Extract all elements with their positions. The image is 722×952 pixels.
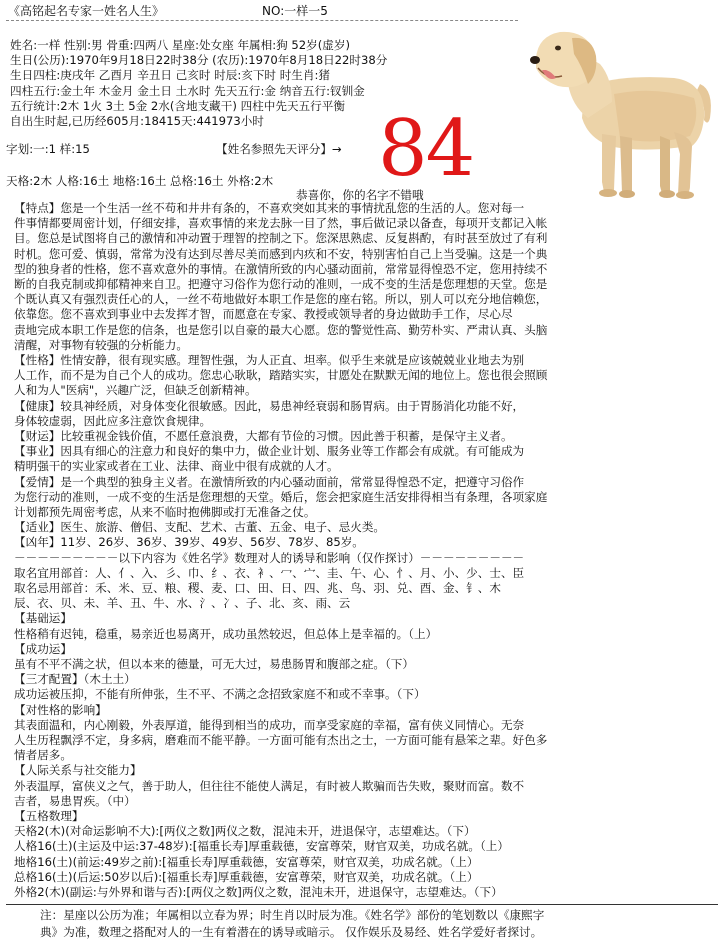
analysis-line: 【事业】因具有细心的注意力和良好的集中力，做企业计划、服务业等工作都会有成就。有可能成为: [14, 444, 525, 459]
analysis-line: 型的独身者的性格，您不喜欢意外的事情。在激情所致的内心骚动面前，常常显得惶恐不定，您用持续不: [14, 261, 548, 276]
analysis-line: 外格2(木)(副运:与外界和谐与否):[两仪之数]两仪之数，混沌未开，进退保守，志望难达。（下）: [14, 885, 503, 899]
analysis-line: 身体较虚弱，因此应多注意饮食规律。: [14, 413, 212, 428]
analysis-line: 取名宜用部首：人、亻、入、彡、巾、纟、衣、衤、冖、宀、圭、午、心、忄、月、小、少、士、臣: [14, 565, 525, 580]
analysis-line: 断的自我克制或抑郁精神来自卫。把遵守习俗作为您行动的准则，一成不变的生活是您理想的天堂。您是: [14, 277, 548, 291]
analysis-line: 【适业】医生、旅游、僧侣、支配、艺术、古董、五金、电子、忌火类。: [14, 520, 386, 535]
analysis-line: 【三才配置】（木土土）: [14, 672, 136, 687]
analysis-line: －－－－－－－－－以下内容为《姓名学》数理对人的诱导和影响（仅作探讨）－－－－－－－－－: [14, 550, 525, 565]
analysis-line: 【性格】性情安静，很有现实感。理智性强，为人正直、坦率。似乎生来就是应该兢兢业业地去为别: [14, 353, 525, 367]
analysis-line: 性格稍有迟钝，稳重，易亲近也易离开，成功虽然较迟，但总体上是幸福的。（上）: [14, 626, 438, 641]
analysis-line: 【凶年】11岁、26岁、36岁、39岁、49岁、56岁、78岁、85岁。: [14, 535, 364, 550]
analysis-line: 辰、衣、贝、未、羊、丑、牛、水、氵、冫、子、北、亥、雨、云: [14, 596, 351, 611]
dog-photo: [524, 22, 720, 202]
analysis-line: 其表面温和，内心刚毅，外表厚道，能得到相当的成功，而享受家庭的幸福，富有侠义同情心。无奈: [14, 717, 525, 732]
document-number: NO:一样一5: [262, 4, 328, 18]
analysis-line: 取名忌用部首：禾、米、豆、粮、稷、麦、口、田、日、四、兆、鸟、羽、兑、酉、金、钅、木: [14, 581, 501, 595]
analysis-line: 件事情都要周密计划，仔细安排，喜欢事情的来龙去脉一目了然，事后做记录以备查，每项开支都记入帐: [14, 216, 548, 231]
analysis-line: 吉者，易患胃疾。（中）: [14, 793, 136, 808]
analysis-line: 【基础运】: [14, 611, 72, 626]
analysis-line: 责地完成本职工作是您的信条，也是您引以自豪的最大心愿。您的警觉性高、勤劳朴实、严肃认真、头脑: [14, 322, 548, 337]
analysis-line: 人格16(土)(主运及中运:37-48岁):[福重长寿]厚重载德，安富尊荣，财官双美，功成名就。（上）: [14, 839, 509, 854]
analysis-line: 清醒，对事物有较强的分析能力。: [14, 337, 188, 352]
footer-line: 注：星座以公历为准；年属相以立春为界；时生肖以时辰为准。《姓名学》部份的笔划数以《康熙字: [40, 908, 545, 922]
analysis-line: 虽有不平不满之状，但以本来的德量，可无大过，易患肠胃和腹部之症。（下）: [14, 657, 414, 671]
profile-line: 自出生时起,已历经605月:18415天:441973小时: [10, 114, 264, 128]
stroke-count: 字划:一:1 样:15: [6, 142, 90, 156]
five-grids: 天格:2木 人格:16土 地格:16土 总格:16土 外格:2木: [6, 174, 274, 188]
analysis-line: 【成功运】: [14, 641, 72, 656]
analysis-line: 个既认真又有强烈责任心的人，一丝不苟地做好本职工作是您的座右铭。所以，别人可以充分地信赖您，: [14, 292, 548, 307]
analysis-line: 时机。您可爱、慎弱，常常为没有达到尽善尽美而感到内疚和不安，特别害怕自己上当受骗。这是一个典: [14, 246, 548, 261]
analysis-line: 【对性格的影响】: [14, 702, 107, 717]
analysis-line: 【特点】您是一个生活一丝不苟和井井有条的，不喜欢突如其来的事情扰乱您的生活的人。您对每一: [14, 201, 525, 215]
analysis-line: 计划都预先周密考虑，从来不临时抱佛脚或打无准备之仗。: [14, 505, 316, 519]
name-score: 84: [378, 104, 474, 194]
profile-line: 生日四柱:庚戌年 乙酉月 辛丑日 己亥时 时辰:亥下时 时生肖:猪: [10, 68, 330, 83]
analysis-line: 成功运被压抑，不能有所伸张，生不平、不满之念招致家庭不和或不幸事。（下）: [14, 687, 426, 702]
footer-divider: [6, 904, 718, 905]
analysis-line: 天格2(木)(对命运影响不大):[两仪之数]两仪之数，混沌未开，进退保守，志望难达。（下）: [14, 824, 476, 839]
analysis-line: 总格16(土)(后运:50岁以后):[福重长寿]厚重载德，安富尊荣，财官双美，功成名就。（上）: [14, 869, 479, 884]
header-divider: [6, 20, 518, 21]
footer-line: 典》为准，数理之搭配对人的一生有着潜在的诱导或暗示。 仅作娱乐及易经、姓名学爱好者探讨。: [40, 925, 543, 939]
profile-line: 五行统计:2木 1火 3土 5金 2水(含地支藏干) 四柱中先天五行平衡: [10, 98, 345, 113]
document-title: 《高铭起名专家一姓名人生》: [8, 4, 165, 18]
analysis-line: 为您行动的准则，一成不变的生活是您理想的天堂。婚后，您会把家庭生活安排得相当有条理，各项家庭: [14, 489, 548, 504]
profile-line: 四柱五行:金土年 木金月 金土日 土水时 先天五行:金 纳音五行:钗钏金: [10, 83, 365, 98]
profile-line: 生日(公历):1970年9月18日22时38分 (农历):1970年8月18日22时38分: [10, 53, 388, 68]
analysis-line: 地格16(土)(前运:49岁之前):[福重长寿]厚重载德，安富尊荣，财官双美，功成名就。（上）: [14, 854, 479, 869]
profile-line: 姓名:一样 性别:男 骨重:四两八 星座:处女座 年属相:狗 52岁(虚岁): [10, 38, 351, 52]
analysis-line: 外表温厚，富侠义之气，善于助人，但往往不能使人满足，有时被人欺骗而告失败，聚财而富。数不: [14, 778, 525, 793]
analysis-line: 人生历程飘浮不定，身多病，磨难而不能平静。一方面可能有杰出之士，一方面可能有悬笨之辈。好色多: [14, 733, 548, 747]
analysis-line: 目。您总是试图将自己的激情和冲动置于理智的控制之下。您深思熟虑、反复斟酌，有时甚至放过了有利: [14, 231, 548, 246]
analysis-line: 【人际关系与社交能力】: [14, 763, 142, 778]
analysis-line: 【爱情】是一个典型的独身主义者。在激情所致的内心骚动面前，常常显得惶恐不定，把遵守习俗作: [14, 474, 525, 489]
analysis-line: 情者居多。: [14, 748, 72, 763]
analysis-line: 人工作，而不是为自己个人的成功。您忠心耿耿，踏踏实实，甘愿处在默默无闻的地位上。您也很会照顾: [14, 368, 548, 383]
greeting: 恭喜你，你的名字不错哦: [296, 188, 424, 202]
analysis-line: 精明强干的实业家或者在工业、法律、商业中很有成就的人才。: [14, 459, 339, 474]
analysis-line: 【五格数理】: [14, 809, 84, 823]
analysis-line: 【健康】较具神经质，对身体变化很敏感。因此，易患神经衰弱和肠胃病。由于胃肠消化功能不好，: [14, 398, 525, 413]
analysis-line: 【财运】比较重视金钱价值，不愿任意浪费，大都有节俭的习惯。因此善于积蓄，是保守主义者。: [14, 429, 513, 443]
score-label: 【姓名参照先天评分】→: [216, 142, 342, 156]
analysis-line: 依靠您。您不喜欢到事业中去发挥才智，而愿意在专家、教授或领导者的身边做助手工作，尽心尽: [14, 307, 513, 322]
analysis-line: 人和为人"医病"，兴趣广泛，但缺乏创新精神。: [14, 383, 257, 398]
